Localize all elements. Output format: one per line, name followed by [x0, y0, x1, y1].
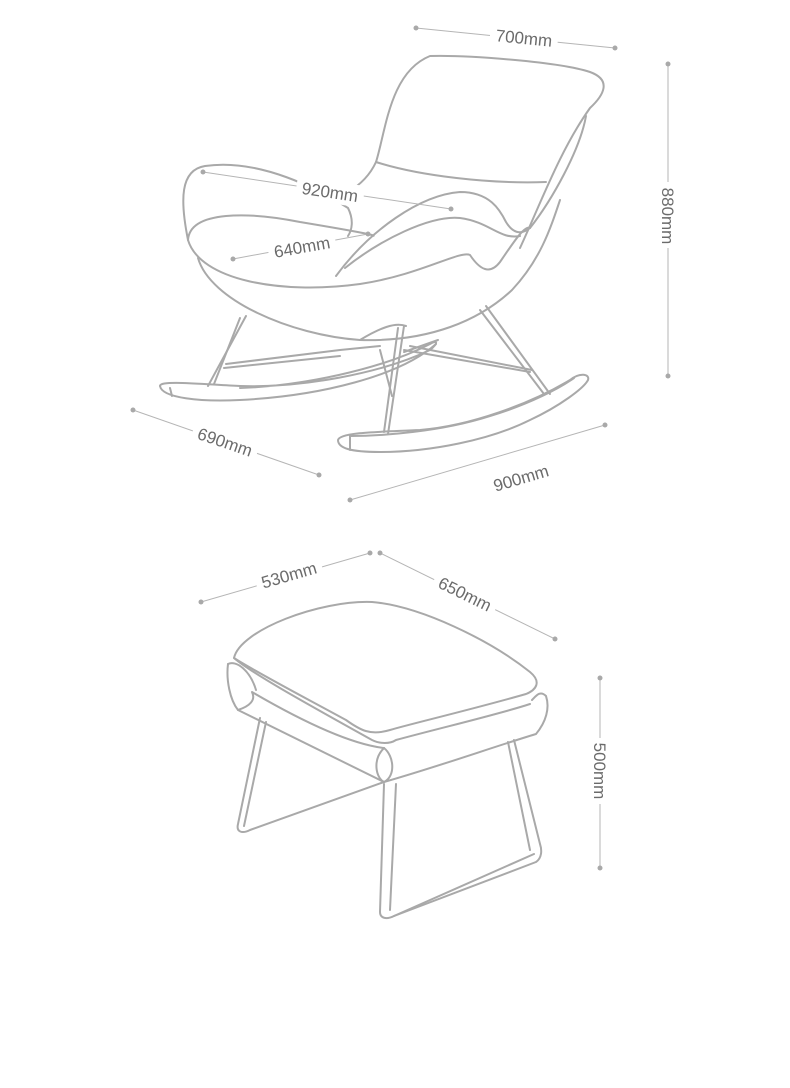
dimension-ottoman-height [589, 676, 611, 871]
label-chair-width: 700mm [494, 26, 554, 51]
dimension-ottoman-depth [378, 551, 558, 642]
label-ottoman-height: 500mm [590, 742, 609, 800]
label-rocker-length: 900mm [491, 461, 552, 496]
label-seat-width: 640mm [272, 233, 332, 262]
ottoman-drawing [227, 602, 547, 918]
dimension-chair-width [414, 23, 618, 52]
label-ottoman-width: 530mm [259, 558, 320, 593]
dimension-ottoman-width [199, 551, 373, 605]
dimension-chair-height [657, 62, 679, 379]
label-chair-depth: 690mm [194, 424, 255, 461]
dimension-chair-depth [131, 408, 322, 478]
label-ottoman-depth: 650mm [435, 573, 495, 616]
rocking-chair-drawing [160, 56, 604, 452]
label-arm-width: 920mm [300, 178, 360, 207]
label-chair-height: 880mm [658, 187, 677, 245]
